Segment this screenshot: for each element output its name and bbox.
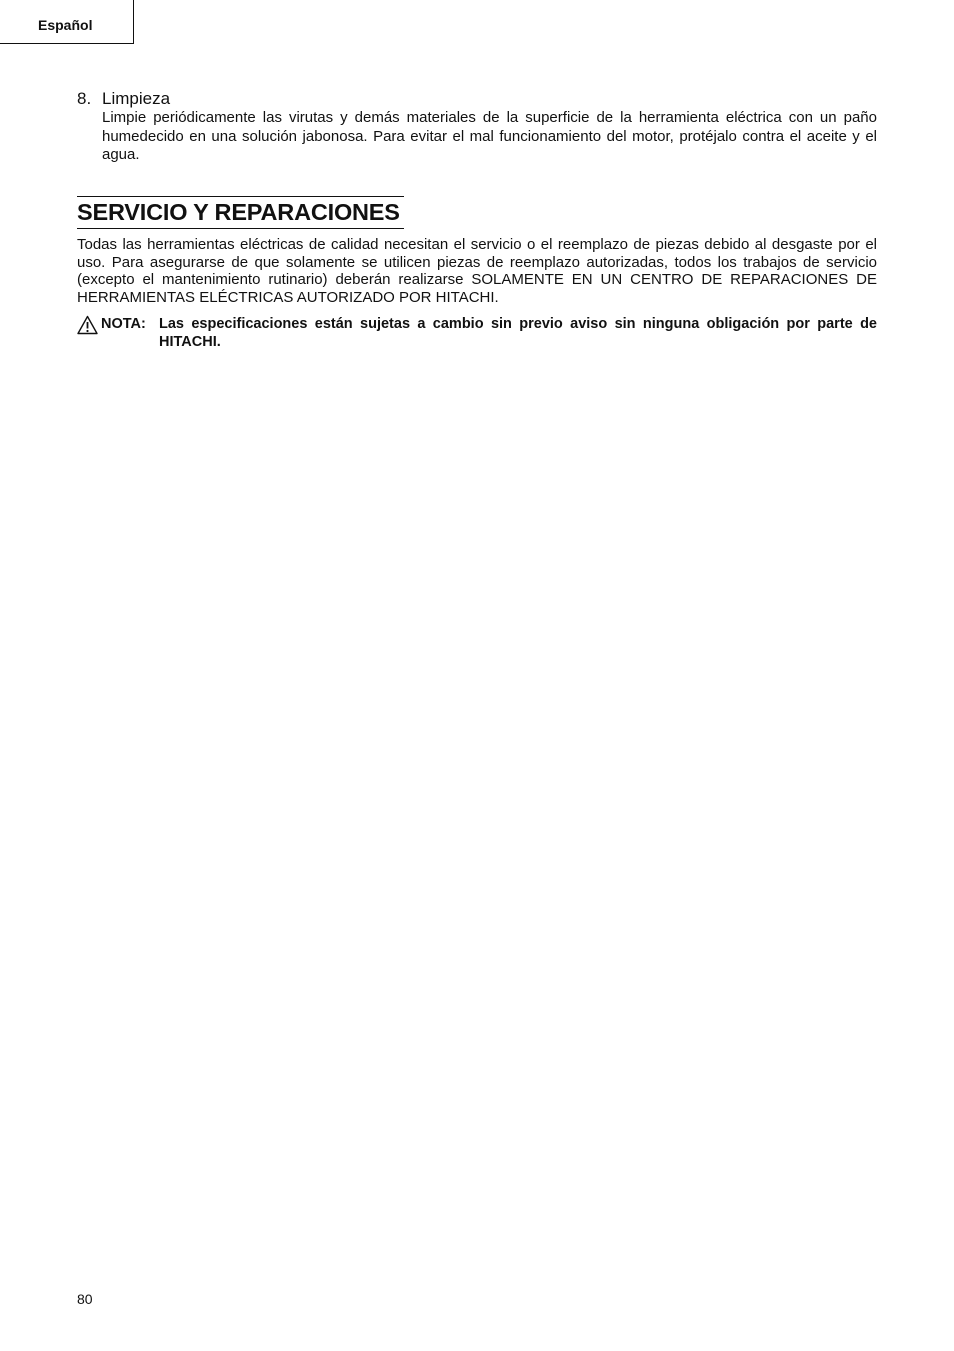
service-heading-box bbox=[77, 196, 404, 229]
warning-triangle-icon bbox=[77, 315, 98, 335]
cleaning-body: Limpie periódicamente las virutas y demás materiales de la superficie de la herramienta eléctrica con un paño humedecido en una solución jabonosa. Para evitar el mal funcionamiento del motor, protéjalo contra el aceite y el agua. bbox=[102, 109, 877, 163]
cleaning-section bbox=[77, 89, 877, 165]
language-label: Español bbox=[38, 17, 93, 33]
cleaning-number: 8. bbox=[77, 89, 92, 108]
page-number: 80 bbox=[77, 1291, 93, 1307]
service-paragraph: Todas las herramientas eléctricas de calidad necesitan el servicio o el reemplazo de piezas debido al desgaste por el uso. Para asegurarse de que solamente se utilicen piezas de reemplazo autorizadas, todos los trabajos de servicio (excepto el mantenimiento rutinario) deberán realizarse SOLAMENTE EN UN CENTRO DE REPARACIONES DE HERRAMIENTAS ELÉCTRICAS AUTORIZADO POR HITACHI. bbox=[77, 236, 877, 306]
service-heading: SERVICIO Y REPARACIONES bbox=[77, 199, 400, 225]
note-block bbox=[77, 315, 877, 351]
note-text: Las especificaciones están sujetas a cambio sin previo aviso sin ninguna obligación por parte de HITACHI. bbox=[159, 316, 877, 350]
note-label: NOTA: bbox=[101, 316, 146, 332]
cleaning-heading bbox=[77, 89, 877, 109]
cleaning-title: Limpieza bbox=[102, 89, 171, 108]
language-tab bbox=[0, 0, 134, 44]
